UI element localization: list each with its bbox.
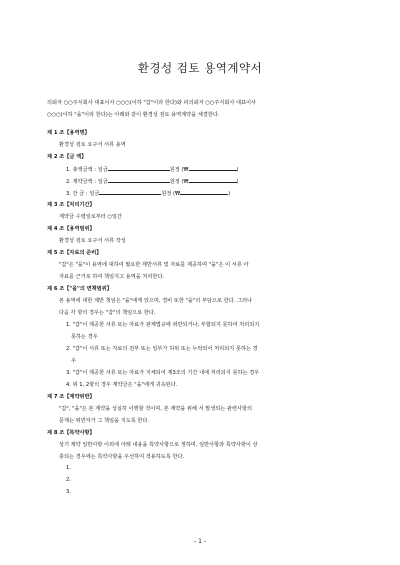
amount-close: ) xyxy=(228,191,231,197)
intro-paragraph xyxy=(47,97,357,121)
article-text: 환경성 검토 요구서 서류 용역 xyxy=(59,142,126,148)
amount-label: 2. 계약금액 : 일금 xyxy=(66,179,108,185)
article-text: "갑"은 "을"이 용역에 대하여 필요한 제반서류 및 자료를 제공하며 "을"은 이 서류 아 xyxy=(59,262,249,268)
article-heading: 제 3 조【처리기간】 xyxy=(47,202,95,208)
article-text: 환경성 검토 요구서 서류 작성 xyxy=(59,238,126,244)
amount-blank[interactable] xyxy=(99,189,161,195)
list-item: 1. "갑"이 제공한 서류 또는 자료가 관계법규에 위반되거나, 부합되지 못하여 처리되지 xyxy=(66,322,260,328)
article-heading: 제 5 조【자료의 준비】 xyxy=(47,250,102,256)
list-item-continued: 우 xyxy=(71,358,77,364)
article-text: 자료를 근거로 하여 책임지고 용역을 처리한다. xyxy=(59,274,165,280)
amount-won-blank[interactable] xyxy=(189,165,237,171)
article-text: 문제는 위반자가 그 책임을 지도록 한다. xyxy=(59,418,150,424)
article-text: 상기 계약 일반사항 이외에 아래 내용을 특약사항으로 정하며, 일반사항과 특약사항이 상 xyxy=(59,442,258,448)
intro-line: ○○○(이하 "을"이라 한다)는 아래와 같이 환경성 검토 용역계약을 체결한다. xyxy=(47,112,220,118)
article-heading: 제 6 조【"을"의 면책범위】 xyxy=(47,286,112,292)
list-item: 2. "갑"이 서류 또는 자료의 전부 또는 일부가 허위 또는 누락되어 처리되지 못하는 경 xyxy=(66,346,258,352)
article-text: 계약금 수령일로부터 ○일간 xyxy=(59,214,122,220)
article-heading: 제 2 조【금 액】 xyxy=(47,154,87,160)
special-clause-item: 1. xyxy=(66,465,71,471)
article-heading: 제 4 조【용역범위】 xyxy=(47,226,95,232)
article-text: 충되는 경우에는 특약사항을 우선하여 적용하도록 한다. xyxy=(59,454,185,460)
amount-blank[interactable] xyxy=(108,165,170,171)
amount-unit: 원정 (₩ xyxy=(169,179,189,185)
amount-blank[interactable] xyxy=(108,177,170,183)
special-clause-item: 2. xyxy=(66,477,71,483)
document-title: 환경성 검토 용역계약서 xyxy=(137,61,263,75)
amount-won-blank[interactable] xyxy=(189,177,237,183)
article-heading: 제 1 조【용역명】 xyxy=(47,130,90,136)
special-clause-item: 3. xyxy=(66,489,71,495)
amount-unit: 원정 (₩ xyxy=(169,167,189,173)
article-heading: 제 7 조【계약위반】 xyxy=(47,394,95,400)
article-text: 본 용역에 대한 제반 책임은 "을"에게 있으며, 경비 또한 "을"의 부담으로 한다. 그러나 xyxy=(59,298,252,304)
amount-row xyxy=(66,189,230,197)
amount-close: ) xyxy=(236,167,239,173)
amount-label: 3. 잔 금 : 일금 xyxy=(66,191,100,197)
list-item: 3. "갑"이 제공한 서류 또는 자료가 지체되어 제3조의 기간 내에 처리되지 못하는 경우 xyxy=(66,370,260,376)
article-text: "갑", "을"은 본 계약을 성실히 이행할 것이며, 본 계약을 위해 서 발생되는 관련사항의 xyxy=(59,406,252,412)
article-heading: 제 8 조【특약사항】 xyxy=(47,430,95,436)
amount-won-blank[interactable] xyxy=(180,189,231,197)
page-number: - 1 - xyxy=(194,538,206,545)
list-item: 4. 위 1, 2항의 경우 계약금은 "을"에게 귀속된다. xyxy=(66,382,178,388)
amount-close: ) xyxy=(236,179,239,185)
intro-line: 의뢰자 ○○주식회사 대표이사 ○○○(이하 "갑"이라 한다)와 피의뢰자 ○○주식회사 대표이사 xyxy=(47,100,257,106)
amount-unit: 원정 (₩ xyxy=(161,191,181,197)
article-text: 다음 각 항의 경우는 "갑"의 책임으로 한다. xyxy=(59,310,156,316)
amount-label: 1. 총액금액 : 일금 xyxy=(66,167,108,173)
amount-row xyxy=(66,165,239,173)
list-item-continued: 못하는 경우 xyxy=(71,334,98,340)
amount-row xyxy=(66,177,239,185)
